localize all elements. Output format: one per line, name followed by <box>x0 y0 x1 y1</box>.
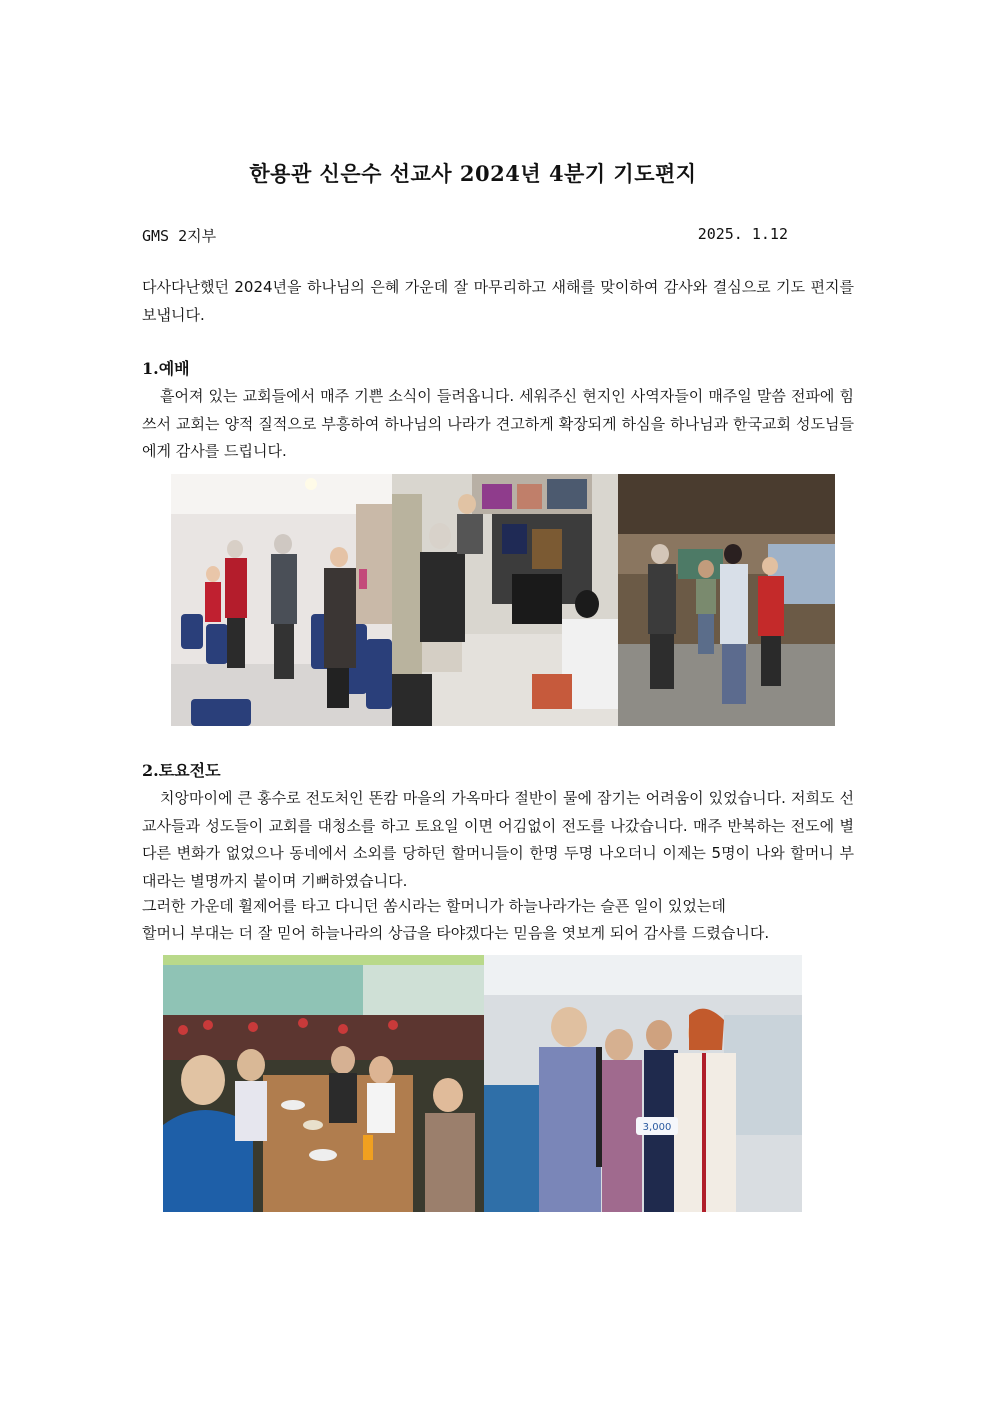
letter-date: 2025. 1.12 <box>697 225 788 243</box>
organization-label: GMS 2지부 <box>142 227 217 245</box>
photo-village-visit <box>618 474 835 726</box>
section-body-saturday-evangelism-line2: 그러한 가운데 휠제어를 타고 다니던 쏨시라는 할머니가 하늘나라가는 슬픈 일이 있었는데 <box>142 897 726 915</box>
section-body-saturday-evangelism: 치앙마이에 큰 홍수로 전도처인 똔캄 마을의 가옥마다 절반이 물에 잠기는 어려움이 있었습니다. 저희도 선교사들과 성도들이 교회를 대청소를 하고 토요일 이면 어김없이 전도를 나갔습니다. 매주 반복하는 전도에 별다른 변화가 없었으나 동네에서 소외를 당하던 할머니들이 한명 두명 나오더니 이제는 5명이 나와 할머니 부대라는 별명까지 붙이며 기뻐하였습니다. <box>142 789 854 890</box>
section-heading-worship: 1.예배 <box>142 359 190 378</box>
section-body-worship: 흩어져 있는 교회들에서 매주 기쁜 소식이 들려옵니다. 세워주신 현지인 사역자들이 매주일 말씀 전파에 힘쓰서 교회는 양적 질적으로 부흥하여 하나님의 나라가 견고하게 확장되게 하심을 하나님과 한국교회 성도님들에게 감사를 드립니다. <box>142 387 854 460</box>
photo-row-worship <box>171 474 835 726</box>
section-body-saturday-evangelism-line3: 할머니 부대는 더 잘 믿어 하늘나라의 상급을 타야겠다는 믿음을 엿보게 되어 감사를 드렸습니다. <box>142 924 770 942</box>
intro-paragraph: 다사다난했던 2024년을 하나님의 은혜 가운데 잘 마무리하고 새해를 맞이하여 감사와 결심으로 기도 편지를 보냅니다. <box>142 278 854 324</box>
photo-gift-handover <box>484 955 802 1212</box>
photo-outdoor-meal <box>163 955 484 1212</box>
photo-church-worship <box>171 474 392 726</box>
photo-row-evangelism <box>163 955 802 1212</box>
letter-title: 한용관 신은수 선교사 2024년 4분기 기도편지 <box>249 161 697 186</box>
gift-banner-text: 3,000 <box>642 1122 672 1133</box>
photo-fellowship-room <box>392 474 618 726</box>
section-heading-saturday-evangelism: 2.토요전도 <box>142 761 221 780</box>
